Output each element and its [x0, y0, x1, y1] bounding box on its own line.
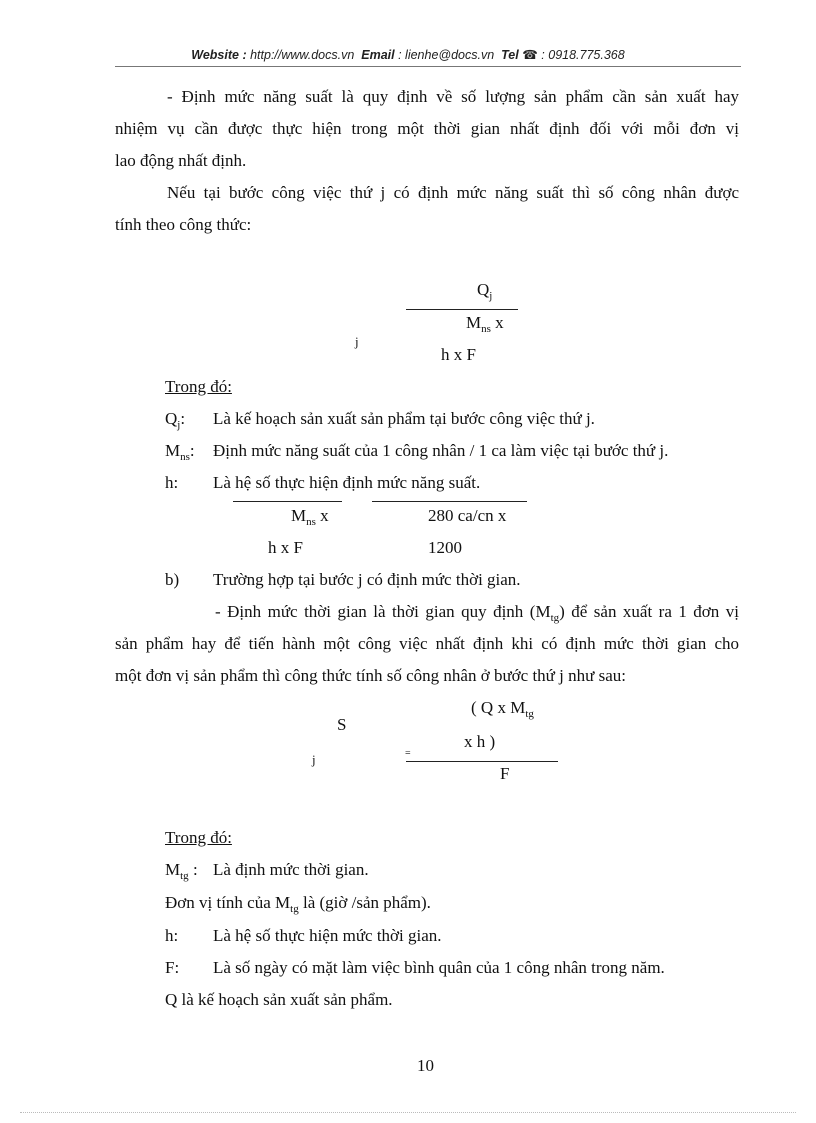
legend2-h-sym: h:: [165, 926, 179, 945]
tel-label: Tel: [501, 48, 519, 62]
formula3-fraction-bar: [406, 761, 558, 762]
page-bottom-border: [20, 1112, 796, 1113]
page-header: [0, 47, 816, 62]
formula3-num-line2: x h ): [464, 732, 496, 751]
legend1-q-sub: j: [177, 419, 181, 431]
legend1-h-text: Là hệ số thực hiện định mức năng suất.: [213, 473, 481, 492]
para1-line2: nhiệm vụ cần được thực hiện trong một thời gian nhất định đối với mỗi đơn vị: [115, 119, 739, 138]
formula2-left-bottom: h x F: [268, 538, 303, 557]
legend2-h-text: Là hệ số thực hiện mức thời gian.: [213, 926, 442, 945]
para2-line1: Nếu tại bước công việc thứ j có định mức năng suất thì số công nhân được: [167, 183, 739, 202]
legend1-h-row: [165, 473, 480, 493]
legend1-m-text: Định mức năng suất của 1 công nhân / 1 ca làm việc tại bước thứ j.: [213, 441, 669, 460]
legend2-unit-pre: Đơn vị tính của M: [165, 893, 291, 912]
legend2-f-row: [165, 958, 665, 978]
para3-line1-pre: - Định mức thời gian là thời gian quy định (M: [215, 602, 551, 621]
para1-line1: - Định mức năng suất là quy định về số lượng sản phẩm cần sản xuất hay: [167, 87, 739, 106]
website-label: Website :: [191, 48, 247, 62]
email-label: Email: [361, 48, 395, 62]
page-number: 10: [417, 1056, 434, 1075]
phone-icon: ☎: [522, 48, 538, 62]
legend1-m-sym: M: [165, 441, 181, 460]
legend2-mtg-colon: :: [188, 860, 198, 879]
case-b-marker: b): [165, 570, 180, 589]
formula1-numerator: [477, 280, 492, 300]
legend1-m-sub: ns: [180, 451, 190, 463]
para3-line1-sub: tg: [550, 612, 560, 624]
formula2-right-top: 280 ca/cn x: [428, 506, 507, 525]
formula1-den-line2: h x F: [441, 345, 476, 364]
formula2-x: x: [315, 506, 329, 525]
formula2-right-bar: [372, 501, 527, 502]
para3-line1-post: ) để sản xuất ra 1 đơn vị: [559, 602, 739, 621]
legend2-f-text: Là số ngày có mặt làm việc bình quân của 1 công nhân trong năm.: [213, 958, 665, 977]
legend2-mtg-sub: tg: [180, 870, 189, 882]
formula1-fraction-bar: [406, 309, 518, 310]
legend2-f-sym: F:: [165, 958, 180, 977]
formula3-lhs: S: [337, 715, 347, 734]
legend1-h-sym: h:: [165, 473, 179, 492]
formula3-den: F: [500, 764, 510, 783]
formula1-q-sub: j: [489, 290, 493, 302]
header-rule: [115, 66, 741, 67]
legend1-q-colon: :: [180, 409, 186, 428]
website-url[interactable]: http://www.docs.vn: [250, 48, 355, 62]
para1-line3: lao động nhất định.: [115, 151, 247, 170]
legend2-mtg-row: [165, 860, 369, 880]
legend2-h-row: [165, 926, 442, 946]
para2-line2: tính theo công thức:: [115, 215, 252, 234]
formula3-lhs-sub: j: [312, 752, 316, 767]
formula1-x: x: [490, 313, 504, 332]
formula1-m-sub: ns: [481, 323, 491, 335]
email-address[interactable]: : lienhe@docs.vn: [398, 48, 495, 62]
para3-line2: sản phẩm hay để tiến hành một công việc nhất định khi có định mức thời gian cho: [115, 634, 739, 653]
legend2-unit-sub: tg: [290, 903, 299, 915]
tel-number: : 0918.775.368: [541, 48, 625, 62]
legend2-mtg-text: Là định mức thời gian.: [213, 860, 369, 879]
formula2-left-bar: [233, 501, 342, 502]
formula3-eq: =: [405, 748, 411, 759]
formula3-num-sub: tg: [525, 708, 534, 720]
legend1-m-colon: :: [189, 441, 195, 460]
case-b-row: [165, 570, 521, 590]
formula2-left-top: [291, 506, 329, 526]
legend2-heading: Trong đó:: [165, 828, 232, 847]
para3-line3: một đơn vị sản phẩm thì công thức tính số công nhân ở bước thứ j như sau:: [115, 666, 626, 685]
formula3-num-pre: ( Q x M: [471, 698, 526, 717]
formula3-num-line1: [471, 698, 534, 718]
formula2-m: M: [291, 506, 307, 525]
formula1-denominator: [466, 313, 504, 333]
legend2-unit-post: là (giờ /sản phẩm).: [298, 893, 431, 912]
legend2-mtg-sym: M: [165, 860, 181, 879]
legend2-q-line: Q là kế hoạch sản xuất sản phẩm.: [165, 990, 393, 1009]
formula1-q: Q: [477, 280, 490, 299]
formula2-m-sub: ns: [306, 516, 316, 528]
legend2-unit-row: [165, 893, 431, 913]
legend1-m-row: [165, 441, 668, 461]
legend1-q-text: Là kế hoạch sản xuất sản phẩm tại bước công việc thứ j.: [213, 409, 595, 428]
formula1-lhs-sub: j: [355, 334, 359, 349]
formula2-right-bottom: 1200: [428, 538, 462, 557]
case-b-text: Trường hợp tại bước j có định mức thời gian.: [213, 570, 521, 589]
legend1-q-row: [165, 409, 595, 429]
legend1-q-sym: Q: [165, 409, 178, 428]
para3-line1: [215, 602, 739, 622]
legend1-heading: Trong đó:: [165, 377, 232, 396]
formula1-m: M: [466, 313, 482, 332]
